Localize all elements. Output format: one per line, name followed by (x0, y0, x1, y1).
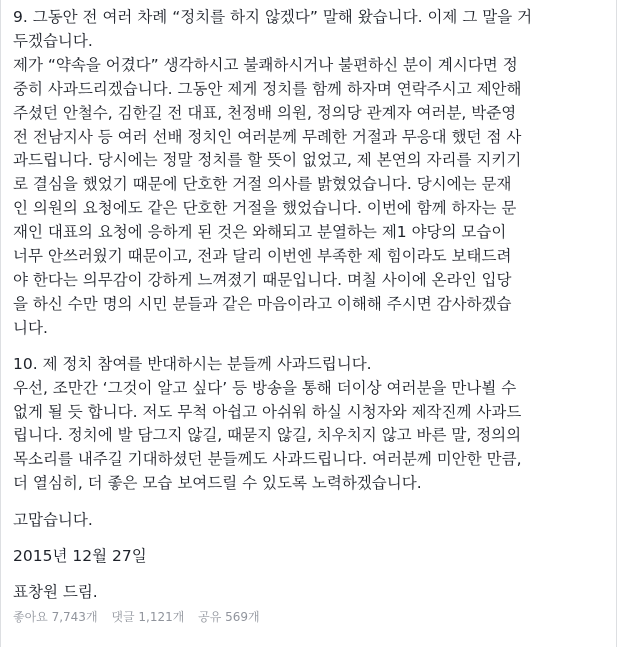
text-line: 을 하신 수만 명의 시민 분들과 같은 마음이라고 이해해 주시면 감사하겠습 (13, 294, 512, 313)
shares-count[interactable]: 공유 569개 (198, 610, 260, 624)
signature: 표창원 드림. (13, 583, 98, 602)
text-line: 더 열심히, 더 좋은 모습 보여드릴 수 있도록 노력하겠습니다. (13, 474, 422, 493)
text-line: 중히 사과드리겠습니다. 그동안 제게 정치를 함께 하자며 연락주시고 제안해 (13, 79, 522, 98)
text-line: 10. 제 정치 참여를 반대하시는 분들께 사과드립니다. (13, 354, 372, 373)
post-section-9 (13, 6, 604, 341)
text-line: 니다. (13, 318, 48, 337)
text-line: 재인 대표의 요청에 응하게 된 것은 와해되고 분열하는 제1 야당의 모습이 (13, 223, 507, 242)
text-line: 목소리를 내주길 기대하셨던 분들께도 사과드립니다. 여러분께 미안한 만큼, (13, 450, 522, 469)
paragraph-spacer (13, 341, 604, 353)
comments-count[interactable]: 댓글 1,121개 (111, 610, 185, 624)
text-line: 주셨던 안철수, 김한길 전 대표, 천정배 의원, 정의당 관계자 여러분, 박준영 (13, 103, 517, 122)
text-line: 로 결심을 했었기 때문에 단호한 거절 의사를 밝혔었습니다. 당시에는 문재 (13, 175, 512, 194)
text-line: 우선, 조만간 ‘그것이 알고 싶다’ 등 방송을 통해 더이상 여러분을 만나뵐 수 (13, 378, 517, 397)
closing-text: 고맙습니다. (13, 511, 93, 530)
paragraph-spacer (13, 496, 604, 508)
post-section-10 (13, 353, 604, 496)
text-line: 너무 안쓰러웠기 때문이고, 전과 달리 이번엔 부족한 제 힘이라도 보태드려 (13, 247, 512, 266)
text-line: 야 한다는 의무감이 강하게 느껴졌기 때문입니다. 며칠 사이에 온라인 입당 (13, 270, 512, 289)
post-date: 2015년 12월 27일 (13, 547, 147, 566)
text-line: 과드립니다. 당시에는 정말 정치를 할 뜻이 없었고, 제 본연의 자리를 지키기 (13, 151, 522, 170)
text-line: 인 의원의 요청에도 같은 단호한 거절을 했었습니다. 이번에 함께 하자는 문 (13, 199, 517, 218)
text-line: 제가 “약속을 어겼다” 생각하시고 불쾌하시거나 불편하신 분이 계시다면 정 (13, 55, 518, 74)
text-line: 두겠습니다. (13, 31, 93, 50)
likes-count[interactable]: 좋아요 7,743개 (13, 610, 98, 624)
text-line: 없게 될 듯 합니다. 저도 무척 아쉽고 아쉬워 하실 시청자와 제작진께 사과드 (13, 402, 522, 421)
paragraph-spacer (13, 532, 604, 544)
text-line: 9. 그동안 전 여러 차례 “정치를 하지 않겠다” 말해 왔습니다. 이제 그 말을 거 (13, 8, 533, 26)
paragraph-spacer (13, 568, 604, 580)
text-line: 전 전남지사 등 여러 선배 정치인 여러분께 무례한 거절과 무응대 했던 점 사 (13, 127, 522, 146)
post-stats-bar (13, 608, 260, 625)
text-line: 립니다. 정치에 발 담그지 않길, 때묻지 않길, 치우치지 않고 바른 말, 정의의 (13, 426, 522, 445)
